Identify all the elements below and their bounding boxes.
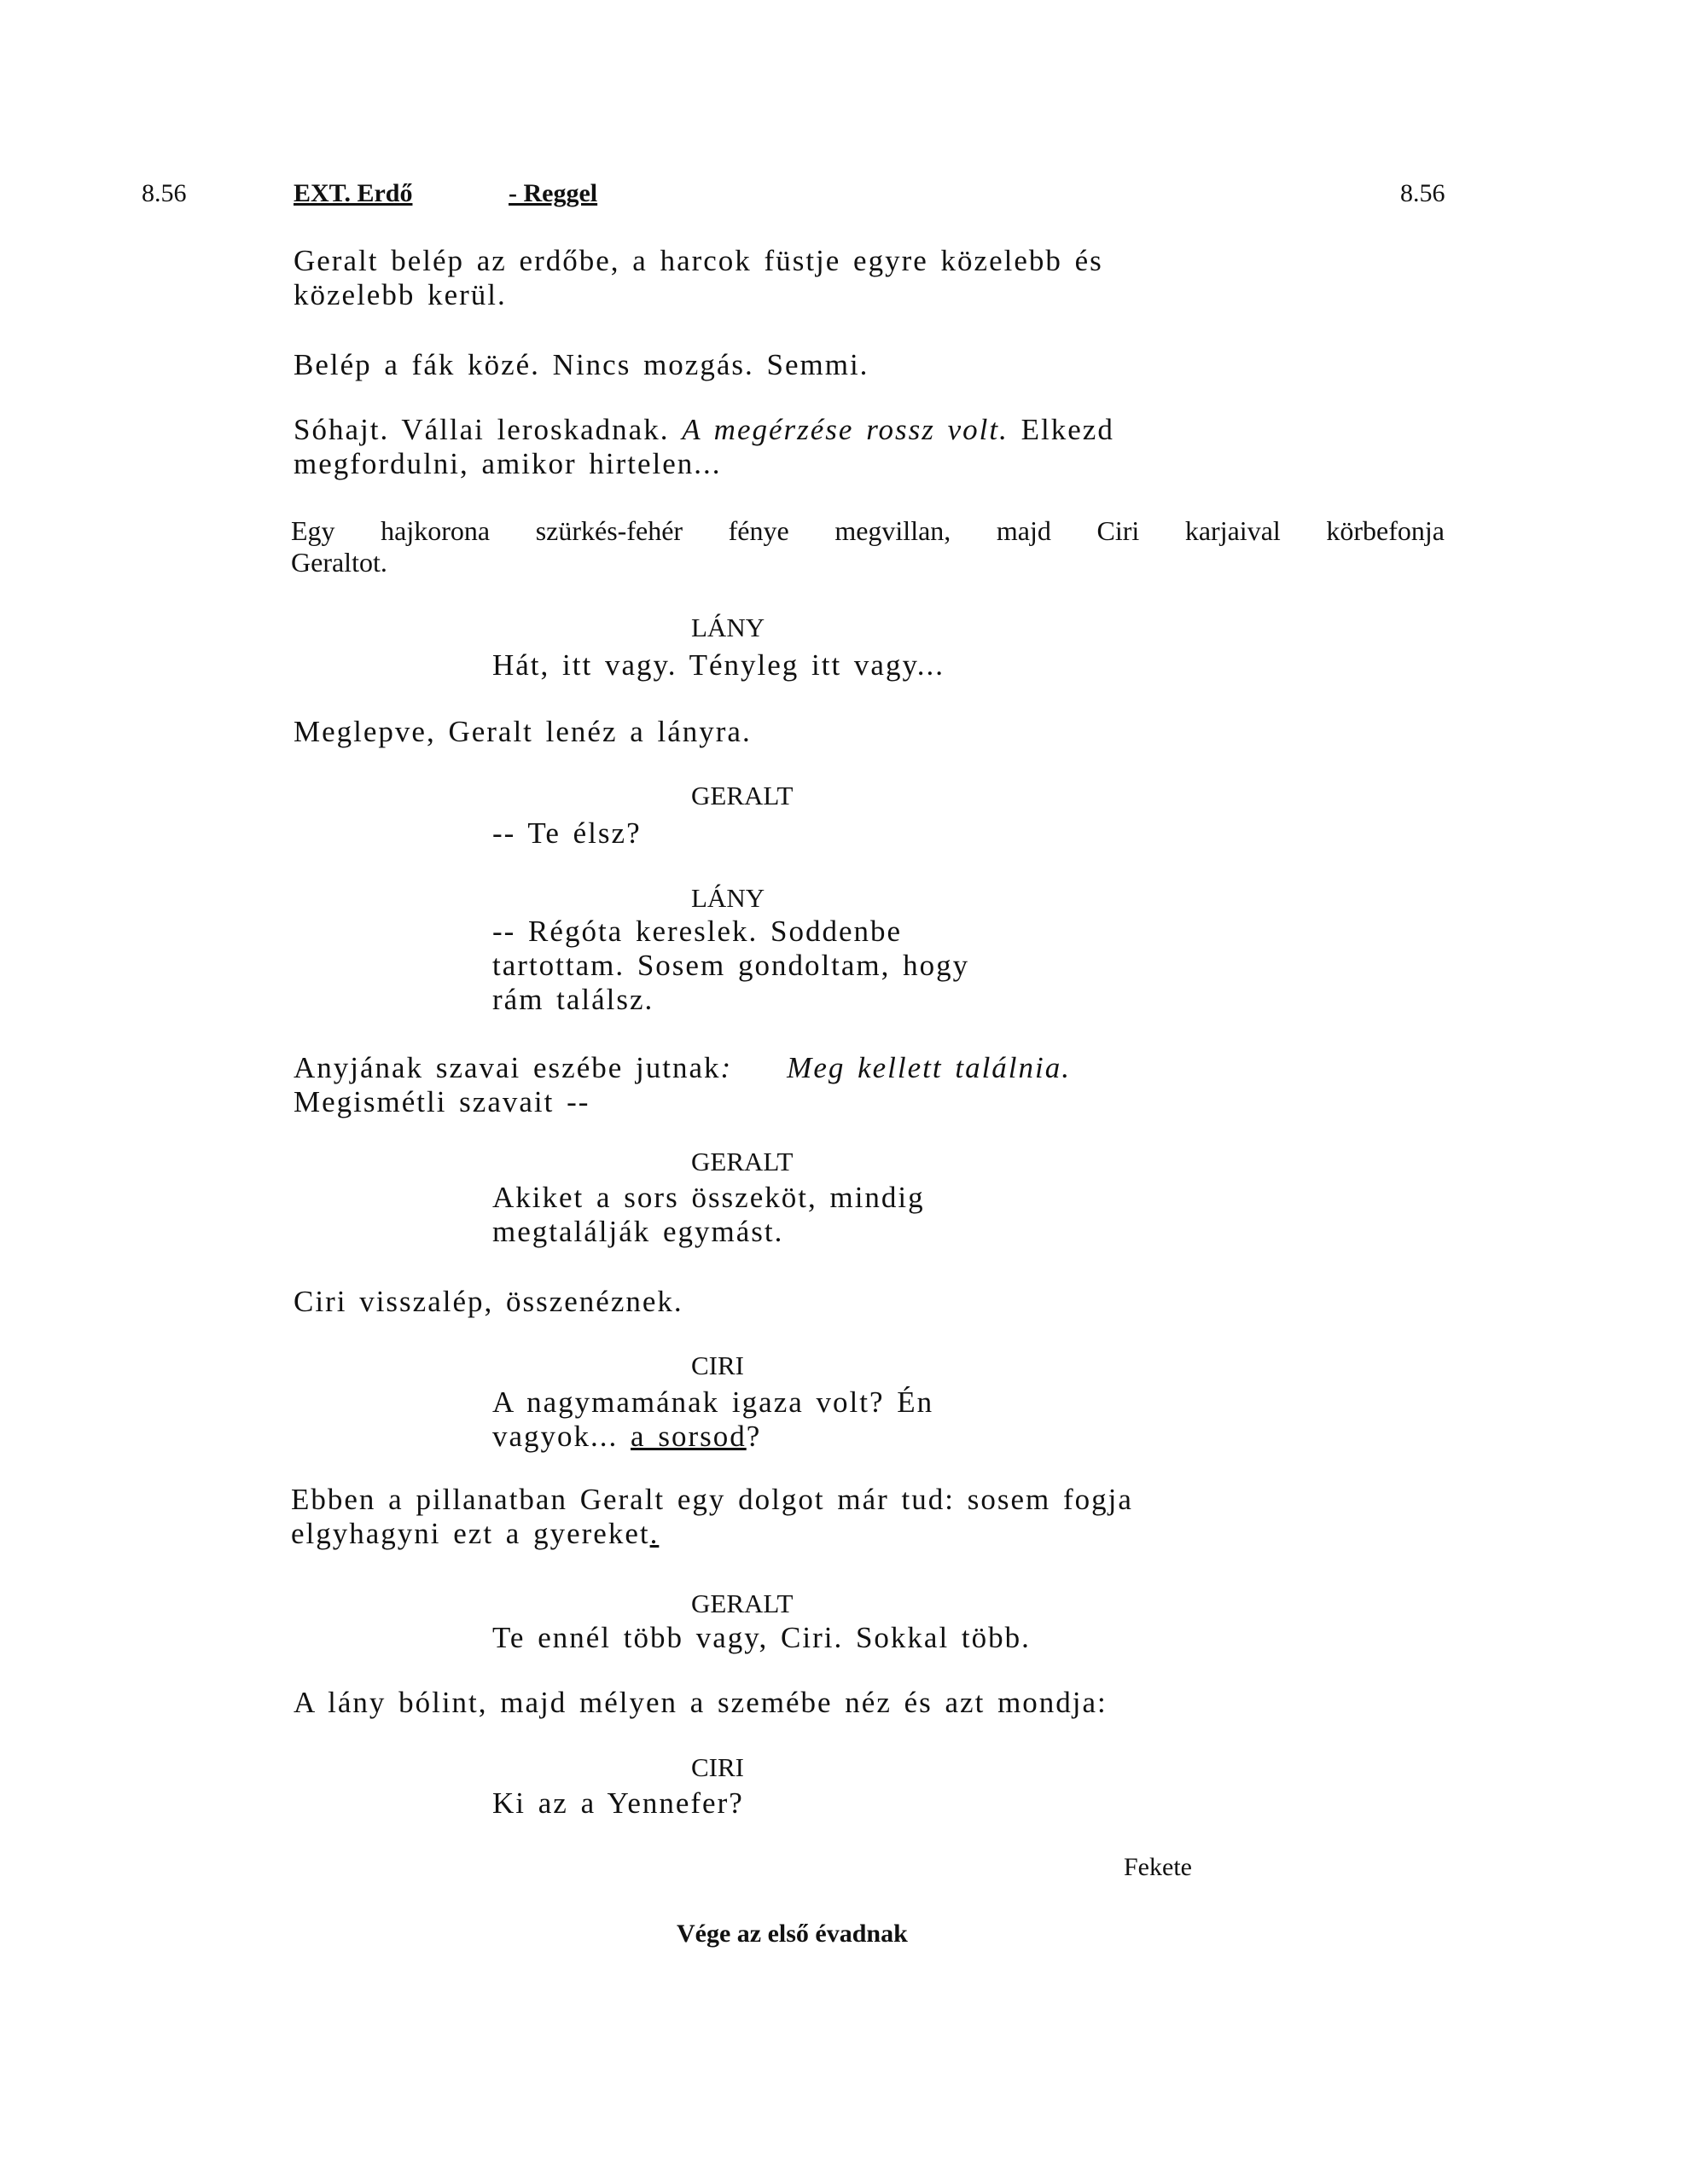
action-paragraph-4: Egy hajkorona szürkés-fehér fénye megvillan, majd Ciri karjaival körbefonja Geraltot. <box>291 515 1445 578</box>
character-cue-4: GERALT <box>691 1147 794 1176</box>
action-paragraph-9: A lány bólint, majd mélyen a szemébe néz és azt mondja: <box>294 1686 1108 1719</box>
dialogue-3: -- Régóta kereslek. Soddenbe tartottam. Sosem gondoltam, hogy rám találsz. <box>492 915 970 1016</box>
scene-time: - Reggel <box>509 179 598 207</box>
action-paragraph-2: Belép a fák közé. Nincs mozgás. Semmi. <box>294 348 869 381</box>
action-paragraph-8: Ebben a pillanatban Geralt egy dolgot már tud: sosem fogja elgyhagyni ezt a gyereket. <box>291 1483 1133 1550</box>
action-paragraph-3: Sóhajt. Vállai leroskadnak. A megérzése rossz volt. Elkezd megfordulni, amikor hirtelen... <box>294 413 1114 480</box>
action-paragraph-5: Meglepve, Geralt lenéz a lányra. <box>294 715 752 748</box>
scene-number-right: 8.56 <box>1400 179 1445 207</box>
character-cue-3: LÁNY <box>691 883 765 913</box>
dialogue-4: Akiket a sors összeköt, mindig megtalálják egymást. <box>492 1181 925 1248</box>
character-cue-2: GERALT <box>691 781 794 810</box>
dialogue-6: Te ennél több vagy, Ciri. Sokkal több. <box>492 1621 1031 1654</box>
dialogue-7: Ki az a Yennefer? <box>492 1786 744 1820</box>
action-paragraph-6: Anyjának szavai eszébe jutnak: Meg kellett találnia. Megismétli szavait -- <box>294 1051 1072 1118</box>
character-cue-5: CIRI <box>691 1350 744 1380</box>
ending-title: Vége az első évadnak <box>677 1920 908 1948</box>
character-cue-1: LÁNY <box>691 613 765 642</box>
scene-number-left: 8.56 <box>142 179 187 207</box>
character-cue-6: GERALT <box>691 1589 794 1618</box>
scene-location: EXT. Erdő <box>294 179 413 207</box>
action-paragraph-7: Ciri visszalép, összenéznek. <box>294 1285 683 1318</box>
character-cue-7: CIRI <box>691 1752 744 1782</box>
dialogue-5: A nagymamának igaza volt? Én vagyok... a sorsod? <box>492 1385 934 1453</box>
action-paragraph-1: Geralt belép az erdőbe, a harcok füstje egyre közelebb és közelebb kerül. <box>294 244 1103 311</box>
dialogue-2: -- Te élsz? <box>492 816 642 850</box>
dialogue-1: Hát, itt vagy. Tényleg itt vagy... <box>492 648 945 682</box>
transition: Fekete <box>1124 1853 1192 1881</box>
